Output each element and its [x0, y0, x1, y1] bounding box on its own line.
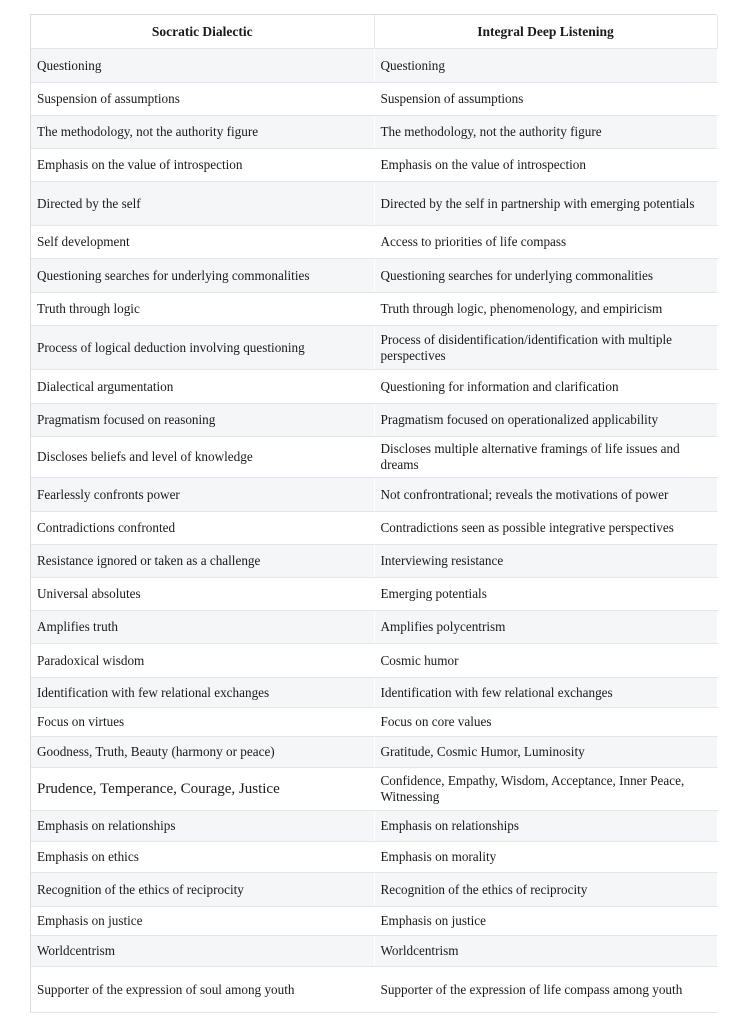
socratic-dialectic-cell: Universal absolutes — [31, 578, 374, 611]
integral-deep-listening-cell: Cosmic humor — [374, 644, 717, 678]
integral-deep-listening-cell: Emphasis on morality — [374, 842, 717, 873]
table-row — [31, 259, 717, 293]
table-row — [31, 873, 717, 907]
socratic-dialectic-cell: Focus on virtues — [31, 708, 374, 737]
table-row — [31, 149, 717, 182]
integral-deep-listening-cell: Confidence, Empathy, Wisdom, Acceptance, Inner Peace, Witnessing — [374, 768, 717, 811]
integral-deep-listening-cell: Emerging potentials — [374, 578, 717, 611]
table-row — [31, 512, 717, 545]
integral-deep-listening-cell: Emphasis on justice — [374, 907, 717, 936]
table-row — [31, 678, 717, 708]
socratic-dialectic-cell: Suspension of assumptions — [31, 83, 374, 116]
table-row — [31, 226, 717, 259]
comparison-table-container — [30, 14, 717, 1013]
table-row — [31, 293, 717, 326]
table-row — [31, 545, 717, 578]
integral-deep-listening-cell: Truth through logic, phenomenology, and empiricism — [374, 293, 717, 326]
table-row — [31, 578, 717, 611]
integral-deep-listening-cell: Process of disidentification/identification with multiple perspectives — [374, 326, 717, 370]
table-row — [31, 83, 717, 116]
table-row — [31, 49, 717, 83]
table-header-row — [31, 15, 717, 49]
table-row — [31, 182, 717, 226]
socratic-dialectic-cell: Contradictions confronted — [31, 512, 374, 545]
table-row — [31, 811, 717, 842]
socratic-dialectic-cell: Fearlessly confronts power — [31, 478, 374, 512]
integral-deep-listening-cell: Not confrontrational; reveals the motivations of power — [374, 478, 717, 512]
table-row — [31, 842, 717, 873]
integral-deep-listening-cell: Worldcentrism — [374, 936, 717, 967]
socratic-dialectic-cell: The methodology, not the authority figure — [31, 116, 374, 149]
integral-deep-listening-cell: Emphasis on relationships — [374, 811, 717, 842]
socratic-dialectic-cell: Identification with few relational exchanges — [31, 678, 374, 708]
table-row — [31, 967, 717, 1013]
table-row — [31, 437, 717, 478]
integral-deep-listening-cell: Access to priorities of life compass — [374, 226, 717, 259]
integral-deep-listening-cell: Questioning — [374, 49, 717, 83]
table-row — [31, 907, 717, 936]
table-row — [31, 768, 717, 811]
integral-deep-listening-cell: Directed by the self in partnership with emerging potentials — [374, 182, 717, 226]
table-row — [31, 404, 717, 437]
table-row — [31, 116, 717, 149]
integral-deep-listening-cell: Amplifies polycentrism — [374, 611, 717, 644]
socratic-dialectic-cell: Prudence, Temperance, Courage, Justice — [31, 768, 374, 811]
integral-deep-listening-cell: Gratitude, Cosmic Humor, Luminosity — [374, 737, 717, 768]
table-row — [31, 644, 717, 678]
socratic-dialectic-cell: Resistance ignored or taken as a challenge — [31, 545, 374, 578]
socratic-dialectic-cell: Questioning — [31, 49, 374, 83]
comparison-table — [31, 15, 718, 1013]
socratic-dialectic-cell: Worldcentrism — [31, 936, 374, 967]
integral-deep-listening-cell: Discloses multiple alternative framings of life issues and dreams — [374, 437, 717, 478]
socratic-dialectic-cell: Paradoxical wisdom — [31, 644, 374, 678]
socratic-dialectic-cell: Directed by the self — [31, 182, 374, 226]
socratic-dialectic-cell: Emphasis on ethics — [31, 842, 374, 873]
integral-deep-listening-cell: Contradictions seen as possible integrative perspectives — [374, 512, 717, 545]
integral-deep-listening-cell: Pragmatism focused on operationalized applicability — [374, 404, 717, 437]
integral-deep-listening-cell: Questioning searches for underlying commonalities — [374, 259, 717, 293]
table-row — [31, 370, 717, 404]
integral-deep-listening-cell: Emphasis on the value of introspection — [374, 149, 717, 182]
socratic-dialectic-cell: Amplifies truth — [31, 611, 374, 644]
column-header-socratic-dialectic: Socratic Dialectic — [31, 15, 374, 49]
table-row — [31, 708, 717, 737]
integral-deep-listening-cell: Recognition of the ethics of reciprocity — [374, 873, 717, 907]
table-row — [31, 936, 717, 967]
integral-deep-listening-cell: The methodology, not the authority figure — [374, 116, 717, 149]
socratic-dialectic-cell: Dialectical argumentation — [31, 370, 374, 404]
integral-deep-listening-cell: Identification with few relational exchanges — [374, 678, 717, 708]
socratic-dialectic-cell: Goodness, Truth, Beauty (harmony or peace) — [31, 737, 374, 768]
socratic-dialectic-cell: Supporter of the expression of soul among youth — [31, 967, 374, 1013]
socratic-dialectic-cell: Emphasis on relationships — [31, 811, 374, 842]
integral-deep-listening-cell: Supporter of the expression of life compass among youth — [374, 967, 717, 1013]
socratic-dialectic-cell: Emphasis on justice — [31, 907, 374, 936]
socratic-dialectic-cell: Questioning searches for underlying commonalities — [31, 259, 374, 293]
table-row — [31, 611, 717, 644]
socratic-dialectic-cell: Emphasis on the value of introspection — [31, 149, 374, 182]
integral-deep-listening-cell: Focus on core values — [374, 708, 717, 737]
table-row — [31, 737, 717, 768]
socratic-dialectic-cell: Discloses beliefs and level of knowledge — [31, 437, 374, 478]
socratic-dialectic-cell: Recognition of the ethics of reciprocity — [31, 873, 374, 907]
socratic-dialectic-cell: Process of logical deduction involving questioning — [31, 326, 374, 370]
integral-deep-listening-cell: Questioning for information and clarification — [374, 370, 717, 404]
table-row — [31, 326, 717, 370]
socratic-dialectic-cell: Self development — [31, 226, 374, 259]
socratic-dialectic-cell: Pragmatism focused on reasoning — [31, 404, 374, 437]
integral-deep-listening-cell: Interviewing resistance — [374, 545, 717, 578]
socratic-dialectic-cell: Truth through logic — [31, 293, 374, 326]
column-header-integral-deep-listening: Integral Deep Listening — [374, 15, 717, 49]
integral-deep-listening-cell: Suspension of assumptions — [374, 83, 717, 116]
table-row — [31, 478, 717, 512]
